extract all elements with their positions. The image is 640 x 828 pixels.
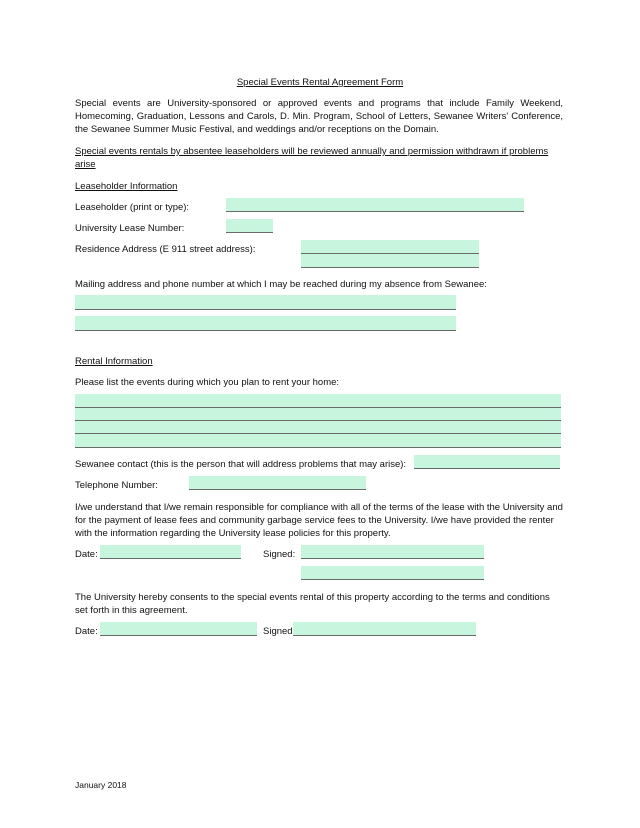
leaseholder-name-field[interactable]	[226, 198, 524, 212]
residence-address-label: Residence Address (E 911 street address):	[75, 244, 256, 255]
residence-address-field-1[interactable]	[301, 240, 479, 254]
telephone-label: Telephone Number:	[75, 480, 158, 491]
telephone-field[interactable]	[189, 476, 366, 490]
leaseholder-label: Leaseholder (print or type):	[75, 202, 190, 213]
university-date-field[interactable]	[100, 622, 257, 636]
mailing-address-field-2[interactable]	[75, 316, 456, 331]
leaseholder-signature-field-2[interactable]	[301, 566, 484, 580]
events-line-3	[75, 433, 561, 434]
rental-heading: Rental Information	[75, 356, 153, 367]
university-consent-paragraph: The University hereby consents to the special events rental of this property according to the terms and conditions set forth in this agreement.	[75, 592, 550, 616]
footer-date: January 2018	[75, 780, 127, 790]
events-field[interactable]	[75, 394, 561, 448]
leaseholder-heading: Leaseholder Information	[75, 181, 178, 192]
leaseholder-signed-label: Signed:	[263, 549, 296, 560]
mailing-address-label: Mailing address and phone number at which I may be reached during my absence from Sewanee:	[75, 279, 487, 290]
lease-number-label: University Lease Number:	[75, 223, 185, 234]
lease-number-field[interactable]	[226, 219, 273, 233]
intro-paragraph: Special events are University-sponsored or approved events and programs that include Family Weekend, Homecoming, Graduation, Lessons and Carols, D. Min. Program, School of Letters, Sewanee Writers' Conference, the Sewanee Summer Music Festival, and weddings and/or receptions on the Domain.	[75, 98, 563, 135]
university-date-label: Date:	[75, 626, 98, 637]
events-line-2	[75, 420, 561, 421]
events-line-1	[75, 407, 561, 408]
leaseholder-date-label: Date:	[75, 549, 98, 560]
events-label: Please list the events during which you plan to rent your home:	[75, 377, 340, 388]
sewanee-contact-field[interactable]	[414, 455, 560, 469]
mailing-address-field-1[interactable]	[75, 295, 456, 310]
absentee-notice: Special events rentals by absentee leaseholders will be reviewed annually and permission withdrawn if problems arise	[75, 146, 549, 170]
form-title: Special Events Rental Agreement Form	[236, 77, 404, 88]
leaseholder-signature-field-1[interactable]	[301, 545, 484, 559]
events-line-4	[75, 447, 561, 448]
responsibility-paragraph: I/we understand that I/we remain responsible for compliance with all of the terms of the lease with the University and for the payment of lease fees and community garbage service fees to the University. I/we have provided the renter with the information regarding the University lease policies for this property.	[75, 502, 563, 539]
sewanee-contact-label: Sewanee contact (this is the person that will address problems that may arise):	[75, 459, 407, 470]
leaseholder-date-field[interactable]	[100, 545, 241, 559]
university-signed-label: Signed	[263, 626, 293, 637]
residence-address-field-2[interactable]	[301, 254, 479, 268]
university-signature-field[interactable]	[293, 622, 476, 636]
